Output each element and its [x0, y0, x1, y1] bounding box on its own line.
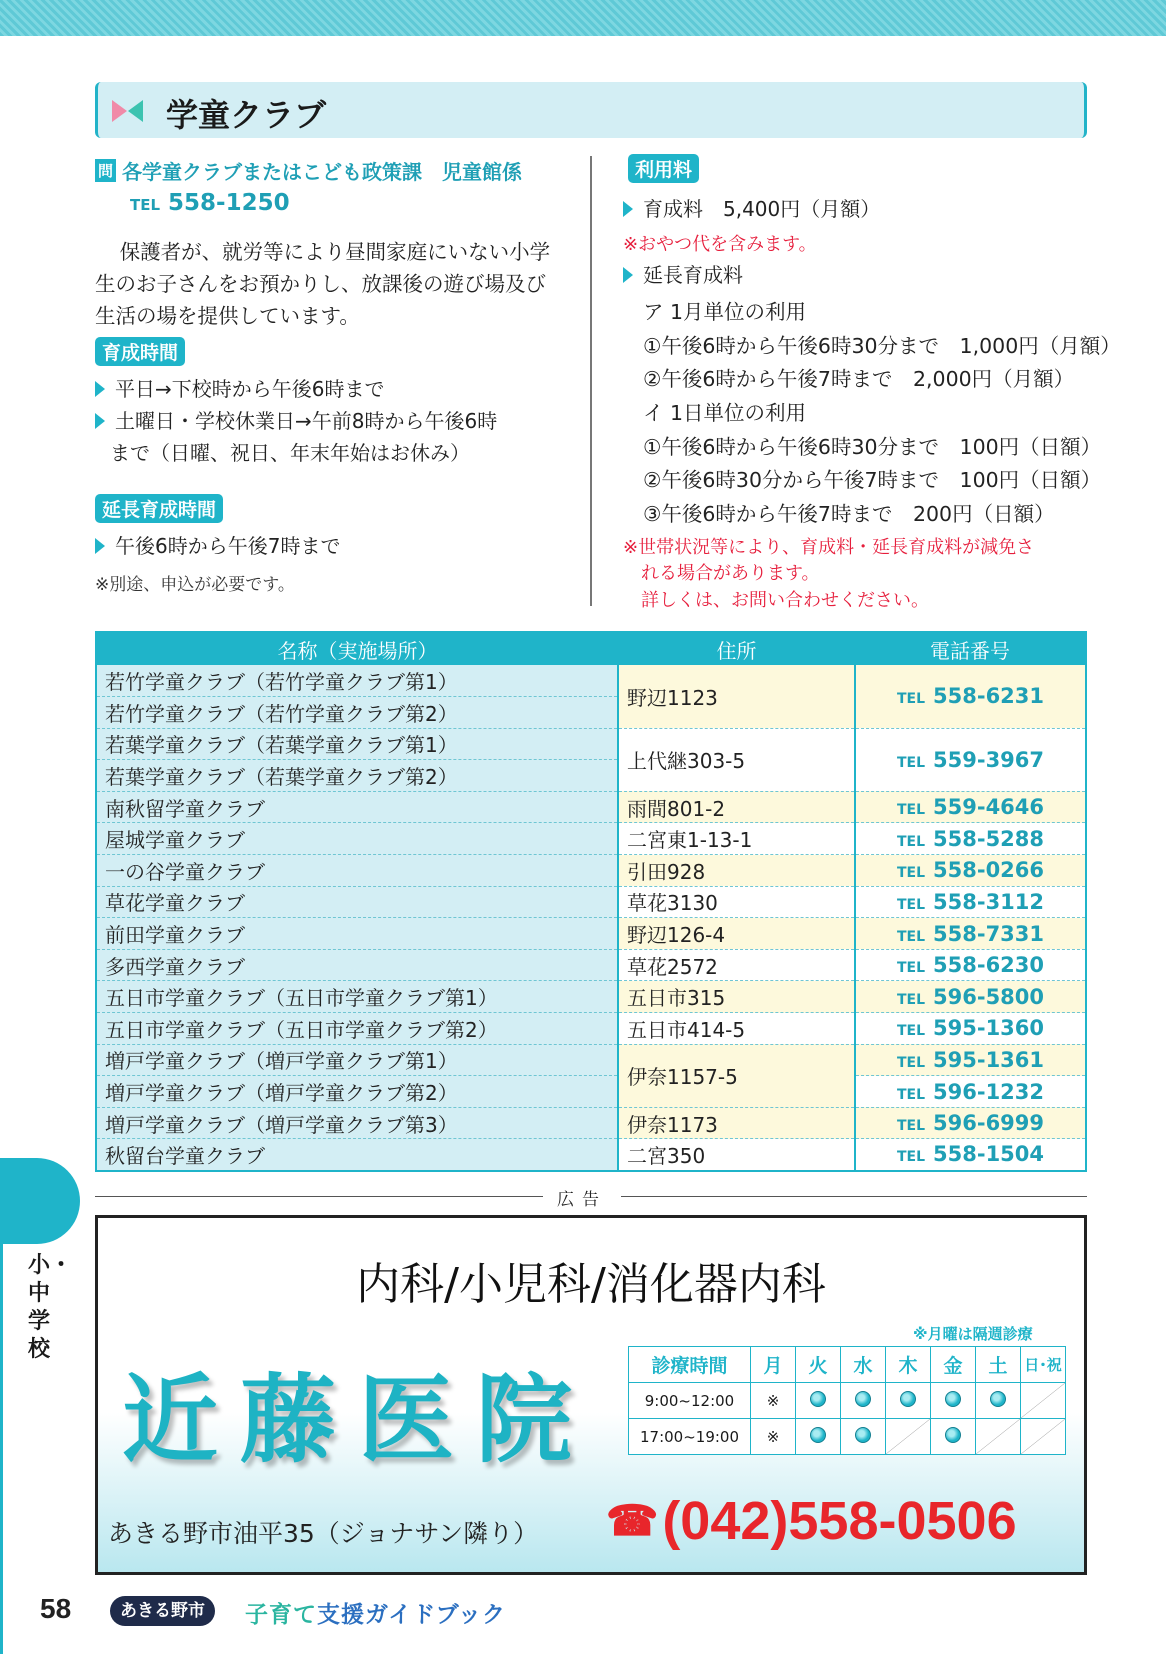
- fee-daily-title: イ 1日単位の利用: [643, 401, 807, 425]
- hours-cell: [931, 1419, 976, 1455]
- hours-time: 9:00~12:00: [629, 1383, 751, 1419]
- table-row: [96, 918, 1086, 950]
- open-dot-icon: [945, 1427, 961, 1443]
- hours-cell: [841, 1419, 886, 1455]
- triangle-bullet-icon: [95, 381, 105, 397]
- club-address: 野辺1123: [618, 665, 855, 728]
- table-row: [96, 1107, 1086, 1139]
- club-name: 南秋留学童クラブ: [96, 791, 618, 823]
- section-title: 学童クラブ: [166, 96, 327, 134]
- fee-monthly-1: ①午後6時から午後6時30分まで 1,000円（月額）: [643, 334, 1121, 358]
- club-phone: TEL 558-0266: [855, 855, 1086, 887]
- open-dot-icon: [810, 1391, 826, 1407]
- club-phone: TEL 596-6999: [855, 1107, 1086, 1139]
- club-phone: TEL 559-3967: [855, 728, 1086, 791]
- closed-slash-icon: [976, 1419, 1020, 1454]
- club-name: 一の谷学童クラブ: [96, 855, 618, 887]
- extended-hours-label: 延長育成時間: [95, 494, 223, 523]
- club-address: 雨間801-2: [618, 791, 855, 823]
- hours-monday-mark: ※: [751, 1383, 796, 1419]
- triangle-bullet-icon: [95, 413, 105, 429]
- hours-header-day: 日･祝: [1021, 1347, 1066, 1383]
- hours-header-row: [629, 1347, 1066, 1383]
- club-address: 五日市315: [618, 981, 855, 1013]
- advertisement: [95, 1215, 1087, 1575]
- fee-extended-title: 延長育成料: [623, 259, 743, 291]
- clinic-address: あきる野市油平35（ジョナサン隣り）: [108, 1519, 539, 1548]
- closed-slash-icon: [886, 1419, 930, 1454]
- hours-header-time: 診療時間: [629, 1347, 751, 1383]
- hours-header-day: 月: [751, 1347, 796, 1383]
- fee-monthly-title: ア 1月単位の利用: [643, 300, 807, 324]
- fee-note-2: れる場合があります。: [623, 563, 820, 584]
- fee-daily-3: ③午後6時から午後7時まで 200円（日額）: [643, 502, 1055, 526]
- open-dot-icon: [855, 1391, 871, 1407]
- club-name: 増戸学童クラブ（増戸学童クラブ第2）: [96, 1076, 618, 1108]
- table-row: [96, 886, 1086, 918]
- hours-cell: [931, 1383, 976, 1419]
- hours-row: [629, 1419, 1066, 1455]
- open-dot-icon: [855, 1427, 871, 1443]
- club-phone: TEL 595-1360: [855, 1013, 1086, 1045]
- inquiry-tel-number: 558-1250: [168, 190, 290, 216]
- phone-icon: ☎: [606, 1497, 659, 1544]
- hours-cell: [886, 1383, 931, 1419]
- hours-cell: [1021, 1383, 1066, 1419]
- hours-item-saturday: 土曜日・学校休業日→午前8時から午後6時: [95, 405, 497, 437]
- hours-item-saturday-cont: まで（日曜、祝日、年末年始はお休み）: [110, 441, 470, 465]
- triangle-bullet-icon: [95, 538, 105, 554]
- guidebook-title: [245, 1596, 506, 1629]
- table-row: [96, 1139, 1086, 1171]
- bow-right-icon: [128, 100, 143, 122]
- club-address: 引田928: [618, 855, 855, 887]
- hours-cell: [886, 1419, 931, 1455]
- hours-cell: [841, 1383, 886, 1419]
- ad-label: 広告: [543, 1185, 621, 1210]
- side-line: [0, 1244, 3, 1654]
- clinic-hours-table: [628, 1346, 1066, 1455]
- fees-label: 利用料: [628, 154, 699, 183]
- table-row: [96, 1076, 1086, 1108]
- hours-header-day: 木: [886, 1347, 931, 1383]
- guidebook-title-part: 子育て: [245, 1602, 317, 1628]
- fee-basic: 育成料 5,400円（月額）: [623, 193, 880, 225]
- extended-hours-item: 午後6時から午後7時まで: [95, 530, 340, 562]
- club-name: 若葉学童クラブ（若葉学童クラブ第2）: [96, 760, 618, 792]
- city-badge: あきる野市: [110, 1596, 215, 1626]
- hours-cell: [796, 1419, 841, 1455]
- header-name: 名称（実施場所）: [96, 632, 618, 665]
- table-row: [96, 823, 1086, 855]
- hours-row: [629, 1383, 1066, 1419]
- club-address: 草花3130: [618, 886, 855, 918]
- club-name: 五日市学童クラブ（五日市学童クラブ第2）: [96, 1013, 618, 1045]
- club-table: [95, 631, 1087, 1172]
- intro-text: 保護者が、就労等により昼間家庭にいない小学生のお子さんをお預かりし、放課後の遊び場及び生活の場を提供しています。: [95, 240, 551, 328]
- open-dot-icon: [810, 1427, 826, 1443]
- open-dot-icon: [990, 1391, 1006, 1407]
- clinic-phone: [606, 1490, 1017, 1552]
- club-address: 五日市414-5: [618, 1013, 855, 1045]
- side-section-label: 小・中学校: [28, 1253, 73, 1362]
- hours-label: 育成時間: [95, 337, 185, 366]
- club-name: 多西学童クラブ: [96, 949, 618, 981]
- triangle-bullet-icon: [623, 267, 633, 283]
- club-name: 屋城学童クラブ: [96, 823, 618, 855]
- table-row: [96, 1044, 1086, 1076]
- inquiry: [95, 156, 522, 185]
- club-name: 五日市学童クラブ（五日市学童クラブ第1）: [96, 981, 618, 1013]
- hours-header-day: 金: [931, 1347, 976, 1383]
- closed-slash-icon: [1021, 1383, 1065, 1418]
- club-name: 前田学童クラブ: [96, 918, 618, 950]
- hours-header-day: 火: [796, 1347, 841, 1383]
- open-dot-icon: [900, 1391, 916, 1407]
- club-name: 若葉学童クラブ（若葉学童クラブ第1）: [96, 728, 618, 760]
- club-phone: TEL 558-6230: [855, 949, 1086, 981]
- club-name: 若竹学童クラブ（若竹学童クラブ第1）: [96, 665, 618, 697]
- fee-monthly-2: ②午後6時から午後7時まで 2,000円（月額）: [643, 367, 1075, 391]
- hours-time: 17:00~19:00: [629, 1419, 751, 1455]
- open-dot-icon: [945, 1391, 961, 1407]
- fee-daily-1: ①午後6時から午後6時30分まで 100円（日額）: [643, 435, 1102, 459]
- club-phone: TEL 596-1232: [855, 1076, 1086, 1108]
- club-phone: TEL 596-5800: [855, 981, 1086, 1013]
- header-address: 住所: [618, 632, 855, 665]
- inquiry-mark: 問: [95, 159, 116, 182]
- club-address: 草花2572: [618, 949, 855, 981]
- table-row: [96, 728, 1086, 760]
- club-address: 二宮350: [618, 1139, 855, 1171]
- club-name: 増戸学童クラブ（増戸学童クラブ第1）: [96, 1044, 618, 1076]
- hours-cell: [976, 1419, 1021, 1455]
- hours-cell: [976, 1383, 1021, 1419]
- inquiry-tel: [130, 190, 290, 216]
- table-row: [96, 791, 1086, 823]
- triangle-bullet-icon: [623, 201, 633, 217]
- clinic-phone-number: (042)558-0506: [662, 1491, 1017, 1551]
- club-phone: TEL 558-3112: [855, 886, 1086, 918]
- ad-departments: 内科/小児科/消化器内科: [356, 1259, 826, 1310]
- fee-note-3: 詳しくは、お問い合わせください。: [623, 590, 929, 611]
- club-phone: TEL 559-4646: [855, 791, 1086, 823]
- extended-hours-note: ※別途、申込が必要です。: [95, 575, 295, 595]
- guidebook-title-part: 支援ガイドブック: [317, 1602, 507, 1628]
- bow-left-icon: [112, 100, 127, 122]
- table-row: [96, 1013, 1086, 1045]
- hours-monday-mark: ※: [751, 1419, 796, 1455]
- club-address: 伊奈1173: [618, 1107, 855, 1139]
- table-row: [96, 855, 1086, 887]
- club-name: 若竹学童クラブ（若竹学童クラブ第2）: [96, 697, 618, 729]
- club-name: 秋留台学童クラブ: [96, 1139, 618, 1171]
- closed-slash-icon: [1021, 1419, 1065, 1454]
- table-header-row: [96, 632, 1086, 665]
- section-heading: [95, 82, 1087, 138]
- club-name: 増戸学童クラブ（増戸学童クラブ第3）: [96, 1107, 618, 1139]
- table-row: [96, 665, 1086, 697]
- club-address: 上代継303-5: [618, 728, 855, 791]
- hours-cell: [796, 1383, 841, 1419]
- hours-item-weekday: 平日→下校時から午後6時まで: [95, 373, 384, 405]
- hours-cell: [1021, 1419, 1066, 1455]
- ad-monday-note: ※月曜は隔週診療: [913, 1325, 1033, 1343]
- club-address: 野辺126-4: [618, 918, 855, 950]
- club-name: 草花学童クラブ: [96, 886, 618, 918]
- club-phone: TEL 595-1361: [855, 1044, 1086, 1076]
- tel-label: TEL: [130, 196, 161, 214]
- top-pattern-band: [0, 0, 1166, 36]
- club-address: 二宮東1-13-1: [618, 823, 855, 855]
- column-divider: [590, 156, 592, 606]
- club-phone: TEL 558-6231: [855, 665, 1086, 728]
- clinic-name: 近藤医院: [122, 1364, 594, 1476]
- inquiry-text: 各学童クラブまたはこども政策課 児童館係: [122, 160, 523, 184]
- club-phone: TEL 558-5288: [855, 823, 1086, 855]
- fee-basic-note: ※おやつ代を含みます。: [623, 234, 817, 255]
- club-phone: TEL 558-7331: [855, 918, 1086, 950]
- club-phone: TEL 558-1504: [855, 1139, 1086, 1171]
- header-phone: 電話番号: [855, 632, 1086, 665]
- page-number: 58: [40, 1593, 72, 1624]
- table-row: [96, 949, 1086, 981]
- club-address: 伊奈1157-5: [618, 1044, 855, 1107]
- side-tab: [0, 1158, 80, 1244]
- hours-header-day: 土: [976, 1347, 1021, 1383]
- table-row: [96, 981, 1086, 1013]
- fee-daily-2: ②午後6時30分から午後7時まで 100円（日額）: [643, 468, 1102, 492]
- hours-header-day: 水: [841, 1347, 886, 1383]
- fee-note-1: ※世帯状況等により、育成料・延長育成料が減免さ: [623, 537, 1035, 558]
